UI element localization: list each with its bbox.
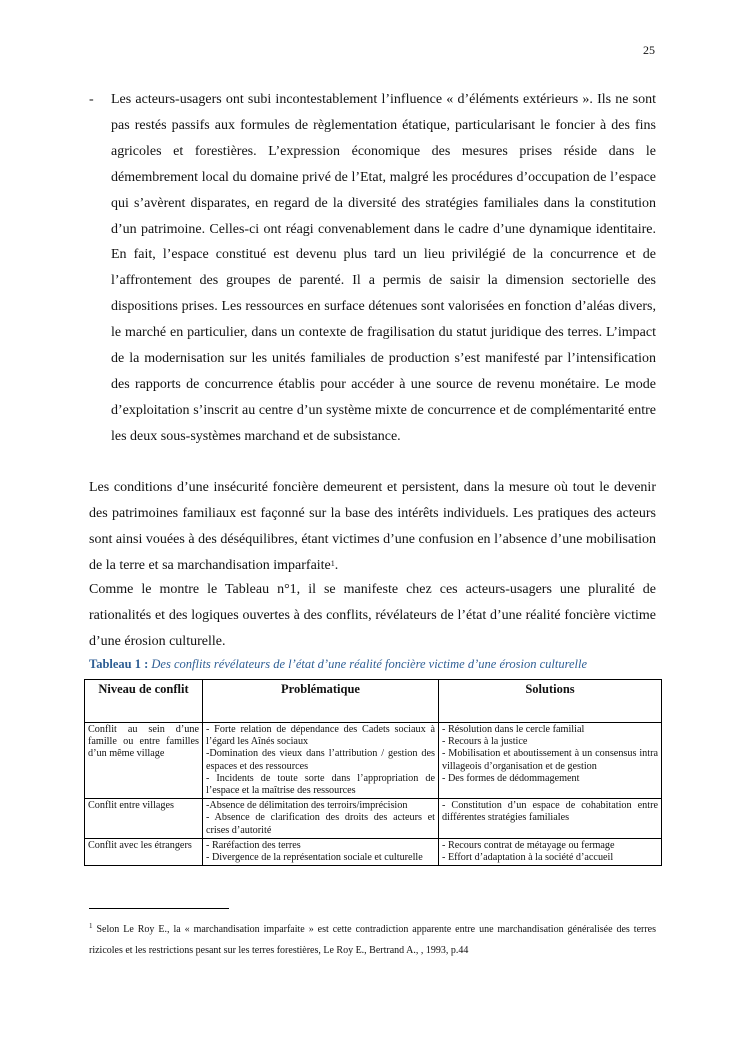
table-caption-title: Des conflits révélateurs de l’état d’une réalité foncière victime d’une érosion culturelle [151,657,588,671]
table-row [85,799,662,839]
solution-line: - Constitution d’un espace de cohabitation entre différentes stratégies familiales [442,800,658,824]
problems-cell [203,838,439,865]
table-header-row [85,680,662,723]
solutions-cell [439,799,662,839]
page-number: 25 [643,43,655,57]
footnote-divider [89,908,229,909]
bullet-paragraph [89,87,656,450]
solution-line: - Effort d’adaptation à la société d’accueil [442,852,614,864]
table-caption-label: Tableau 1 : [89,657,149,671]
footnote-number: 1 [89,922,93,930]
header-niveau: Niveau de conflit [85,680,203,723]
level-cell: Conflit avec les étrangers [85,838,203,865]
solutions-cell [439,838,662,865]
problem-line: - Raréfaction des terres [206,839,301,851]
problem-line: -Domination des vieux dans l’attribution / gestion des espaces et des ressources [206,748,435,772]
problem-line: - Incidents de toute sorte dans l’appropriation de l’espace et la maîtrise des ressources [206,772,435,797]
bullet-marker: - [89,92,94,107]
problem-line: - Divergence de la représentation sociale et culturelle [206,852,423,864]
solutions-cell [439,723,662,799]
bullet-text: Les acteurs-usagers ont subi incontestablement l’influence « d’éléments extérieurs ». Ils ne sont pas restés passifs aux formules de règlementation étatique, particularisant le foncier à des fins agricoles et forestières. L’expression économique des mesures prises réside dans le démembrement local du domaine privé de l’Etat, malgré les procédures d’occupation de l’espace qui s’avèrent disparates, en regard de la diversité des stratégies familiales dans la constitution d’un patrimoine. Celles-ci ont réagi convenablement dans le cadre d’une dynamique identitaire. En fait, l’espace constitué est devenu plus tard un lieu privilégié de la concurrence et de l’affrontement des groupes de parenté. Il a permis de saisir la dimension sectorielle des dispositions prises. Les ressources en surface détenues sont valorisées en fonction d’aléas divers, le marché en particulier, dans un contexte de fragilisation du statut juridique des terres. L’impact de la modernisation sur les unités familiales de production s’est manifesté par l’intensification des rapports de concurrence établis pour accéder à une source de revenu monétaire. Le mode d’exploitation s’inscrit au centre d’un système mixte de concurrence et de complémentarité entre les deux sous-systèmes marchand et de subsistance. [111,92,656,444]
problem-line: - Forte relation de dépendance des Cadets sociaux à l’égard les Aînés sociaux [206,724,435,748]
solution-line: - Recours contrat de métayage ou fermage [442,839,615,851]
problems-cell [203,723,439,799]
solution-line: - Des formes de dédommagement [442,772,580,784]
footnote-ref[interactable]: 1 [330,558,335,568]
solution-line: - Résolution dans le cercle familial [442,724,585,735]
solution-line: - Mobilisation et aboutissement à un consensus intra villageois d’organisation et de gestion [442,748,658,772]
paragraph-tableau: Comme le montre le Tableau n°1, il se manifeste chez ces acteurs-usagers une pluralité de rationalités et des logiques ouvertes à des conflits, révélateurs de l’état d’une réalité foncière victime d’une érosion culturelle. [89,582,656,649]
solution-line: - Recours à la justice [442,736,528,748]
conflict-table [84,679,662,866]
table-row [85,723,662,799]
table-row [85,838,662,865]
paragraph-insecurite-text: Les conditions d’une insécurité foncière demeurent et persistent, dans la mesure où tout le devenir des patrimoines familiaux est façonné sur la base des intérêts individuels. Les pratiques des acteurs sont ainsi vouées à des déséquilibres, étant victimes d’une confusion en l’absence d’une mobilisation de la terre et sa marchandisation imparfaite [89,480,656,573]
problem-line: -Absence de délimitation des terroirs/imprécision [206,800,408,812]
problems-cell [203,799,439,839]
level-cell: Conflit au sein d’une famille ou entre familles d’un même village [85,723,203,799]
paragraph-insecurite: Les conditions d’une insécurité foncière demeurent et persistent, dans la mesure où tout le devenir des patrimoines familiaux est façonné sur la base des intérêts individuels. Les pratiques des acteurs sont ainsi vouées à des déséquilibres, étant victimes d’une confusion en l’absence d’une mobilisation de la terre et sa marchandisation imparfaite$^1$. [89,480,656,573]
header-problematique: Problématique [203,680,439,723]
level-cell: Conflit entre villages [85,799,203,839]
header-solutions: Solutions [439,680,662,723]
footnote-text: Selon Le Roy E., la « marchandisation imparfaite » est cette contradiction apparente entre une marchandisation généralisée des terres rizicoles et les restrictions pesant sur les terres forestières, Le Roy E., Bertrand A., , 1993, p.44 [89,924,656,956]
footnote [89,919,656,961]
table-caption [89,657,587,672]
problem-line: - Absence de clarification des droits des acteurs et crises d’autorité [206,812,435,836]
